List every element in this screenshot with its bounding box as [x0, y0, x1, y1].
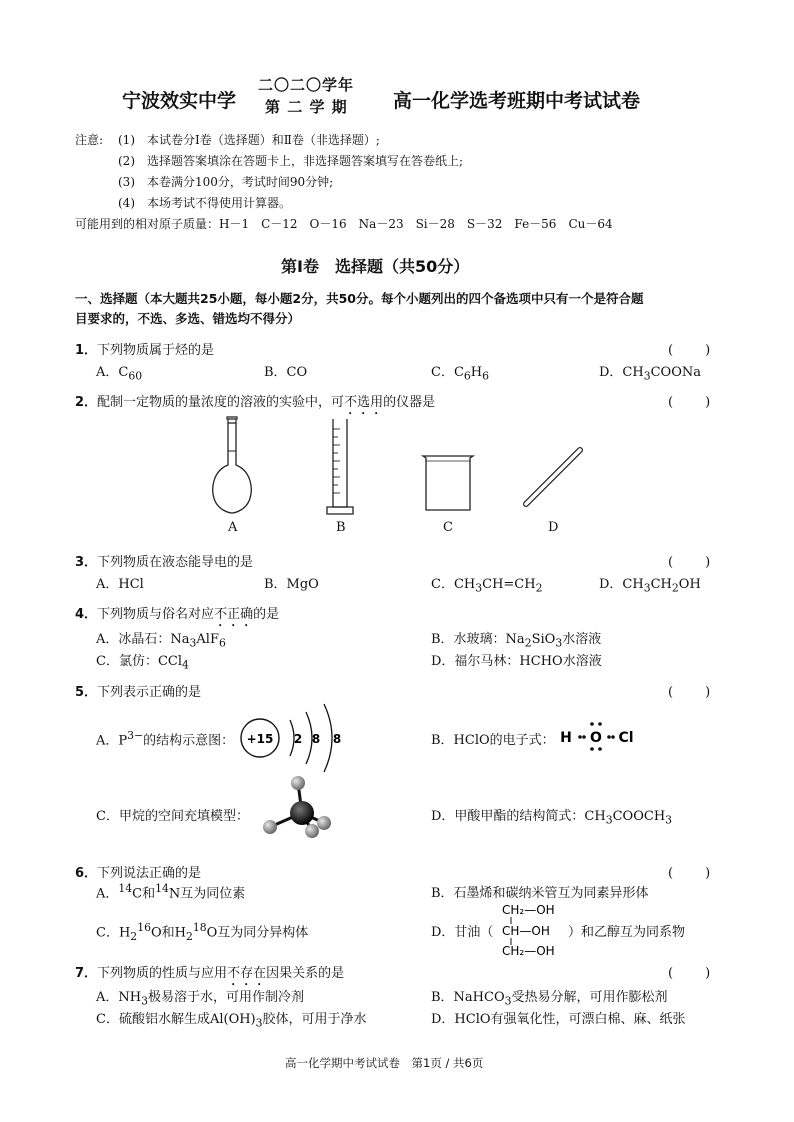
glass-rod-icon: [520, 446, 584, 508]
option-a: A．冰晶石：$Na_3AlF_6$: [96, 632, 226, 650]
option-d-suffix: ）和乙醇互为同系物: [568, 925, 686, 940]
option-a: A．$NH_3$极易溶于水，可用作制冷剂: [96, 990, 305, 1008]
question-stem: 下列物质在液态能导电的是: [97, 555, 254, 570]
question-6: [75, 862, 201, 881]
ion-structure-diagram: [236, 698, 362, 778]
question-stem: 下列说法正确的是: [97, 866, 202, 881]
option-c: C．$H_2^{16}O$和$H_2^{18}O$互为同分异构体: [96, 921, 309, 943]
option-d: D．$CH_3CH_2OH$: [599, 577, 701, 595]
notice-item: (3) 本卷满分100分，考试时间90分钟;: [118, 175, 334, 189]
question-number: 1．: [75, 343, 98, 358]
glycerol-line: CH₂—OH: [502, 903, 555, 917]
question-1: [75, 339, 214, 358]
school-year: 二〇二〇学年: [258, 76, 355, 94]
option-b: B．MgO: [264, 577, 319, 592]
question-number: 7．: [75, 966, 98, 981]
option-c: C．$CH_3CH=CH_2$: [431, 577, 543, 595]
option-a: A．$^{14}$C和$^{14}$N互为同位素: [96, 882, 246, 902]
answer-paren: ( ): [668, 685, 713, 700]
option-b: B．CO: [264, 365, 308, 380]
nucleus-charge: +15: [246, 732, 274, 746]
option-b: B．石墨烯和碳纳米管互为同素异形体: [431, 886, 649, 901]
option-c: C．硫酸铝水解生成$Al(OH)_3$胶体，可用于净水: [96, 1012, 367, 1030]
equipment-label: D: [548, 520, 559, 535]
option-d-prefix: D．甘油（: [431, 925, 494, 940]
notice-item: (2) 选择题答案填涂在答题卡上，非选择题答案填写在答卷纸上;: [118, 154, 464, 168]
lewis-atom-h: H: [560, 730, 572, 746]
question-3: [75, 551, 253, 570]
answer-paren: ( ): [668, 555, 713, 570]
option-b: B．HClO的电子式：: [431, 733, 555, 748]
option-a: A．HCl: [96, 577, 144, 592]
question-number: 2．: [75, 395, 98, 410]
option-a: A．$C_{60}$: [96, 365, 143, 383]
graduated-cylinder-icon: [325, 417, 355, 517]
exam-title: 高一化学选考班期中考试试卷: [393, 90, 641, 112]
emphasized-text: 不选用: [344, 395, 384, 410]
glycerol-line: CH—OH: [502, 924, 550, 938]
shell-electrons: 8: [311, 732, 321, 746]
page-footer: 高一化学期中考试试卷 第1页 / 共6页: [285, 1056, 484, 1070]
answer-paren: ( ): [668, 866, 713, 881]
question-number: 4．: [75, 607, 98, 622]
equipment-label: B: [336, 520, 346, 535]
question-number: 5．: [75, 685, 98, 700]
option-a: A．$P^{3-}$的结构示意图：: [96, 729, 235, 749]
notice-label: 注意:: [75, 133, 104, 147]
lewis-structure-diagram: [558, 719, 648, 753]
answer-paren: ( ): [668, 343, 713, 358]
part-instructions: 一、选择题（本大题共25小题，每小题2分，共50分。每个小题列出的四个备选项中只有一个是符合题: [75, 291, 644, 306]
option-c: C．氯仿：CCl$_4$: [96, 654, 189, 672]
section-title: 第Ⅰ卷 选择题（共50分）: [281, 257, 470, 276]
school-name: 宁波效实中学: [122, 90, 237, 112]
notice-item: (4) 本场考试不得使用计算器。: [118, 196, 291, 210]
option-d: D．甲酸甲酯的结构简式：$CH_3COOCH_3$: [431, 809, 673, 827]
question-stem: 下列物质属于烃的是: [97, 343, 215, 358]
question-stem: 下列表示正确的是: [97, 685, 202, 700]
option-c: C．甲烷的空间充填模型：: [96, 809, 249, 824]
answer-paren: ( ): [668, 966, 713, 981]
emphasized-text: 不正确: [214, 607, 254, 622]
semester: 第 二 学 期: [265, 98, 348, 116]
question-number: 6．: [75, 866, 98, 881]
glycerol-structure: [496, 902, 564, 956]
question-7: 7．下列物质的性质与应用不存在因果关系的是: [75, 966, 345, 981]
question-number: 3．: [75, 555, 98, 570]
equipment-label: C: [443, 520, 453, 535]
question-4: 4．下列物质与俗名对应不正确的是: [75, 607, 280, 622]
notice-item: (1) 本试卷分Ⅰ卷（选择题）和Ⅱ卷（非选择题）;: [118, 133, 380, 147]
question-2: 2．配制一定物质的量浓度的溶液的实验中，可不选用的仪器是: [75, 395, 436, 410]
emphasized-text: 不存在: [227, 966, 267, 981]
lewis-atom-cl: Cl: [618, 730, 634, 746]
volumetric-flask-icon: [205, 413, 265, 516]
option-c: C．$C_6H_6$: [431, 365, 490, 383]
option-d: D．福尔马林：HCHO水溶液: [431, 654, 602, 669]
shell-electrons: 8: [332, 732, 342, 746]
answer-paren: ( ): [668, 395, 713, 410]
option-d: D．$CH_3COONa$: [599, 365, 701, 383]
option-b: B．水玻璃：$Na_2SiO_3$水溶液: [431, 632, 602, 650]
atomic-masses: 可能用到的相对原子质量：H－1 C－12 O－16 Na－23 Si－28 S－32 Fe－56 Cu－64: [75, 217, 613, 231]
lewis-atom-o: O: [590, 730, 602, 746]
shell-electrons: 2: [293, 732, 303, 746]
option-d: D．HClO有强氧化性，可漂白棉、麻、纸张: [431, 1012, 686, 1027]
question-5: [75, 681, 201, 700]
methane-model-icon: [252, 773, 338, 839]
beaker-icon: [420, 452, 476, 514]
option-b: B．NaHCO$_3$受热易分解，可用作膨松剂: [431, 990, 668, 1008]
part-instructions-cont: 目要求的，不选、多选、错选均不得分）: [75, 311, 301, 326]
glycerol-line: CH₂—OH: [502, 944, 555, 956]
equipment-label: A: [228, 520, 238, 535]
